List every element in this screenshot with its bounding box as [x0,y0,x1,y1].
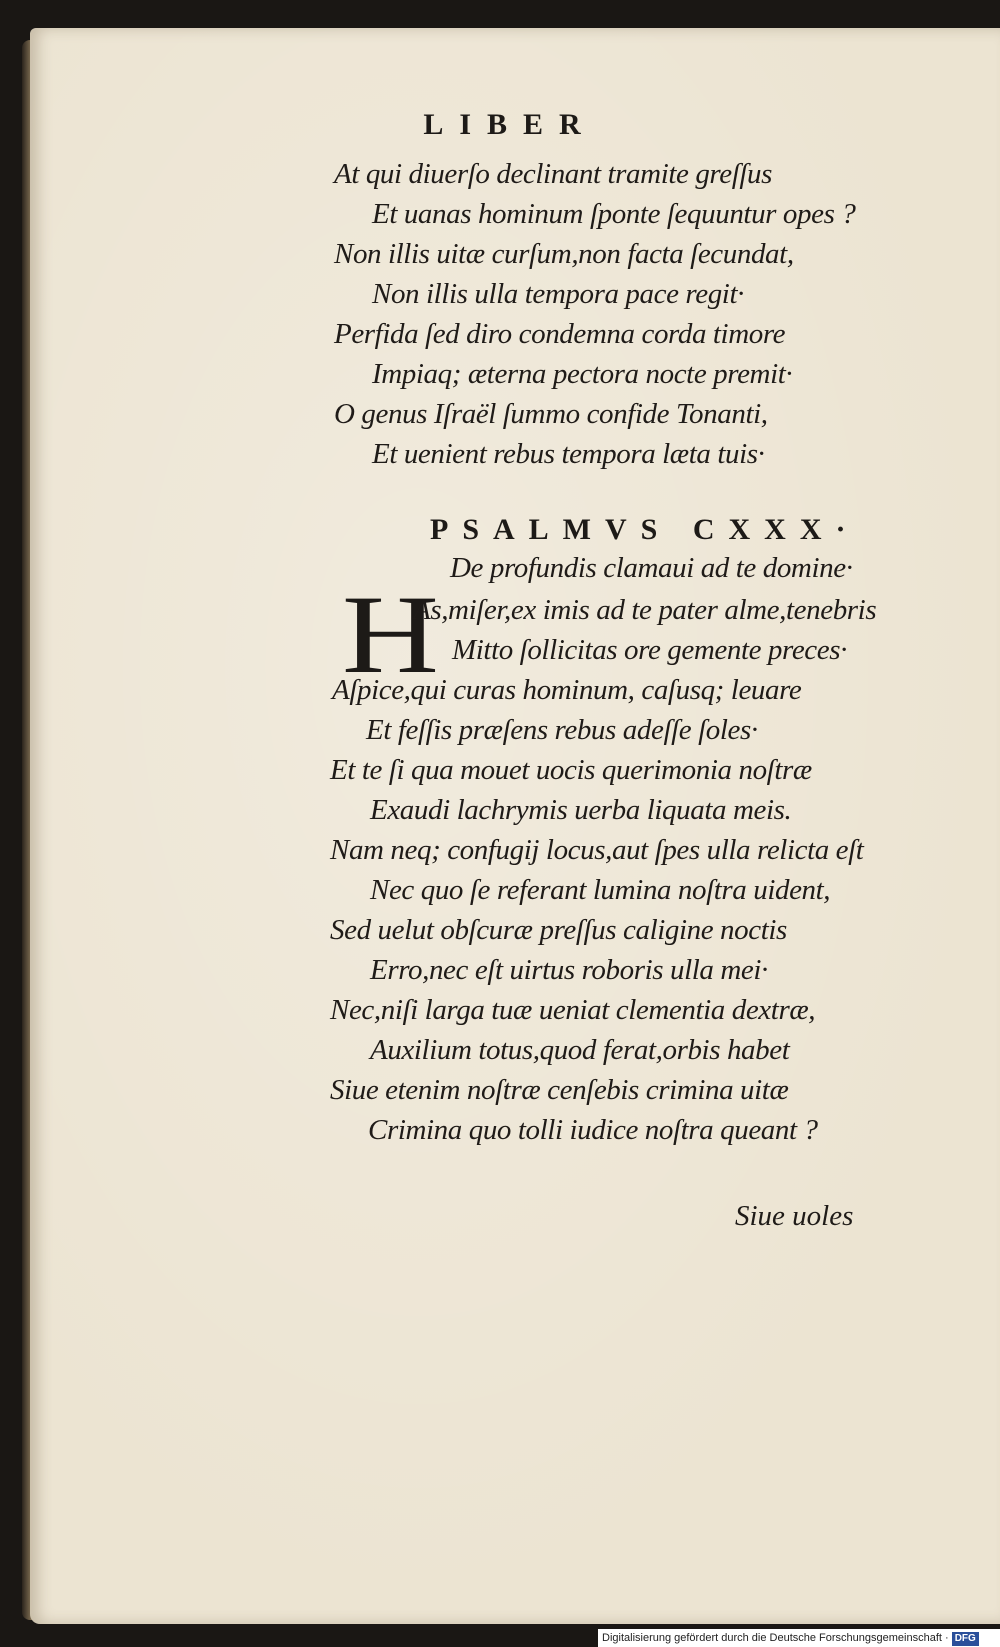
catchword: Siue uoles [735,1200,854,1232]
verse-line: Non illis ulla tempora pace regit· [372,278,744,310]
digitization-footer [598,1629,1000,1647]
psalm-heading: PSALMVS CXXX· [430,513,860,546]
verse-line: As,miſer,ex imis ad te pater alme,tenebris [413,594,877,626]
dfg-logo: DFG [952,1632,979,1646]
verse-line: Exaudi lachrymis uerba liquata meis. [370,794,792,826]
verse-line: Nec quo ſe referant lumina noſtra uident, [370,874,831,906]
verse-line: Perfida ſed diro condemna corda timore [334,318,786,350]
psalm-incipit: De profundis clamaui ad te domine· [450,552,853,584]
verse-line: Aſpice,qui curas hominum, caſusq; leuare [332,674,802,706]
verse-line: Auxilium totus,quod ferat,orbis habet [370,1034,790,1066]
verse-line: At qui diuerſo declinant tramite greſſus [334,158,773,190]
verse-line: Erro,nec eſt uirtus roboris ulla mei· [370,954,768,986]
running-head: LIBER [423,108,597,141]
verse-line: Impiaq; æterna pectora nocte premit· [372,358,793,390]
verse-line: O genus Iſraël ſummo confide Tonanti, [334,398,768,430]
verse-line: Et uanas hominum ſponte ſequuntur opes ? [372,198,856,230]
verse-line: Crimina quo tolli iudice noſtra queant ? [368,1114,818,1146]
verse-line: Nam neq; confugij locus,aut ſpes ulla relicta eſt [330,834,864,866]
verse-line: Siue etenim noſtræ cenſebis crimina uitæ [330,1074,789,1106]
verse-line: Et uenient rebus tempora læta tuis· [372,438,765,470]
verse-line: Sed uelut obſcuræ preſſus caligine noctis [330,914,787,946]
drop-cap: H [341,573,439,697]
verse-line: Et feſſis præſens rebus adeſſe ſoles· [366,714,758,746]
footer-text: Digitalisierung gefördert durch die Deutsche Forschungsgemeinschaft · [602,1632,949,1644]
verse-line: Mitto ſollicitas ore gemente preces· [452,634,847,666]
verse-line: Nec,niſi larga tuæ ueniat clementia dextræ, [330,994,816,1026]
verse-line: Et te ſi qua mouet uocis querimonia noſtræ [330,754,812,786]
verse-line: Non illis uitæ curſum,non facta ſecundat, [334,238,794,270]
